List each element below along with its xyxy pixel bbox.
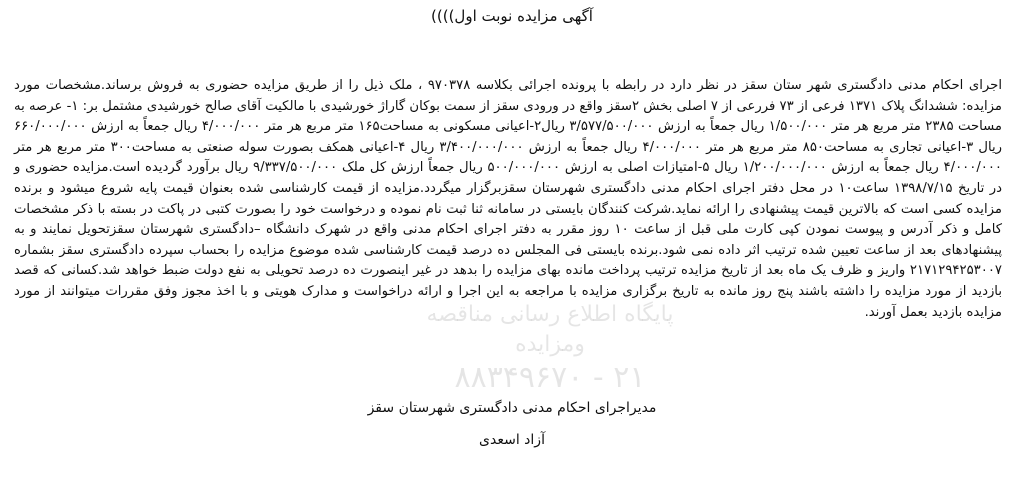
signatory-name: آزاد اسعدی	[479, 432, 545, 448]
signatory-title: مدیراجرای احکام مدنی دادگستری شهرستان سقز	[367, 400, 657, 416]
watermark-phone: ۲۱ - ۸۸۳۴۹۶۷۰	[454, 360, 646, 395]
watermark-text: پایگاه اطلاع رسانی مناقصه ومزایده	[426, 302, 674, 357]
notice-title: آگهی مزایده نوبت اول))))	[431, 7, 593, 25]
notice-body: اجرای احکام مدنی دادگستری شهر ستان سقز در نظر دارد در رابطه با پرونده اجرائی بکلاسه ۹۷۰۳۷۸ ، ملک ذیل را از طریق مزایده حضوری به فروش برساند.مشخصات مورد مزایده: ششدانگ پلاک ۱۳۷۱ فرعی از ۷۳ فررعی از ۷ اصلی بخش ۲سقز واقع در ورودی سقز از سمت بوکان گاراژ خورشیدی با مالکیت آقای صالح خورشیدی مشتمل بر: ۱- عرصه به مساحت ۲۳۸۵ متر مربع هر متر ۱/۵۰۰/۰۰۰ ریال جمعاً به ارزش ۳/۵۷۷/۵۰۰/۰۰۰ ریال۲-اعیانی مسکونی به مساحت۱۶۵ متر مربع هر متر ۴/۰۰۰/۰۰۰ ریال جمعاً به ارزش ۶۶۰/۰۰۰/۰۰۰ ریال ۳-اعیانی تجاری به مساحت۸۵۰ متر مربع هر متر ۴/۰۰۰/۰۰۰ ریال جمعاً به ارزش ۳/۴۰۰/۰۰۰/۰۰۰ ریال ۴-اعیانی همکف بصورت سوله صنعتی به مساحت۳۰۰ متر مربع هر متر ۴/۰۰۰/۰۰۰ ریال جمعاً به ارزش ۱/۲۰۰/۰۰۰/۰۰۰ ریال ۵-امتیازات اصلی به ارزش ۵۰۰/۰۰۰/۰۰۰ ریال جمعاً ارزش کل ملک ۹/۳۳۷/۵۰۰/۰۰۰ ریال برآورد گردیده است.مزایده حضوری و در تاریخ ۱۳۹۸/۷/۱۵ ساعت۱۰ در محل دفتر اجرای احکام مدنی دادگستری شهرستان سقزبرگزار میگردد.مزایده از قیمت کارشناسی شده بعنوان قیمت پایه شروع میشود و برنده مزایده کسی است که بالاترین قیمت پیشنهادی را ارائه نماید.شرکت کنندگان بایستی در سامانه ثنا ثبت نام نموده و درخواست خود را بصورت کتبی در پاکت در بسته با ذکر مشخصات کامل و ذکر آدرس و پیوست نمودن کپی کارت ملی قبل از ساعت ۱۰ روز مقرر به دفتر اجرای احکام مدنی واقع در شهرک دانشگاه –دادگستری شهرستان سقزتحویل نمایند و به پیشنهادهای بعد از ساعت تعیین شده ترتیب اثر داده نمی شود.برنده بایستی فی المجلس ده درصد قیمت کارشناسی شده موضوع مزایده را بحساب سپرده دادگستری سقز بشماره ۲۱۷۱۲۹۴۲۵۳۰۰۷ واریز و ظرف یک ماه بعد از تاریخ مزایده ترتیب پرداخت مانده بهای مزایده را بدهد در غیر اینصورت ده درصد تحویلی به نفع دولت ضبط خواهد شد.کسانی که قصد بازدید از مورد مزایده را داشته باشند پنج روز مانده به تاریخ برگزاری مزایده با مراجعه به این اجرا و ارائه دراخواست و مدارک هویتی و با اخذ مجوز وفق مقررات میتوانند از مورد مزایده بازدید بعمل آورند.	[14, 78, 1003, 320]
